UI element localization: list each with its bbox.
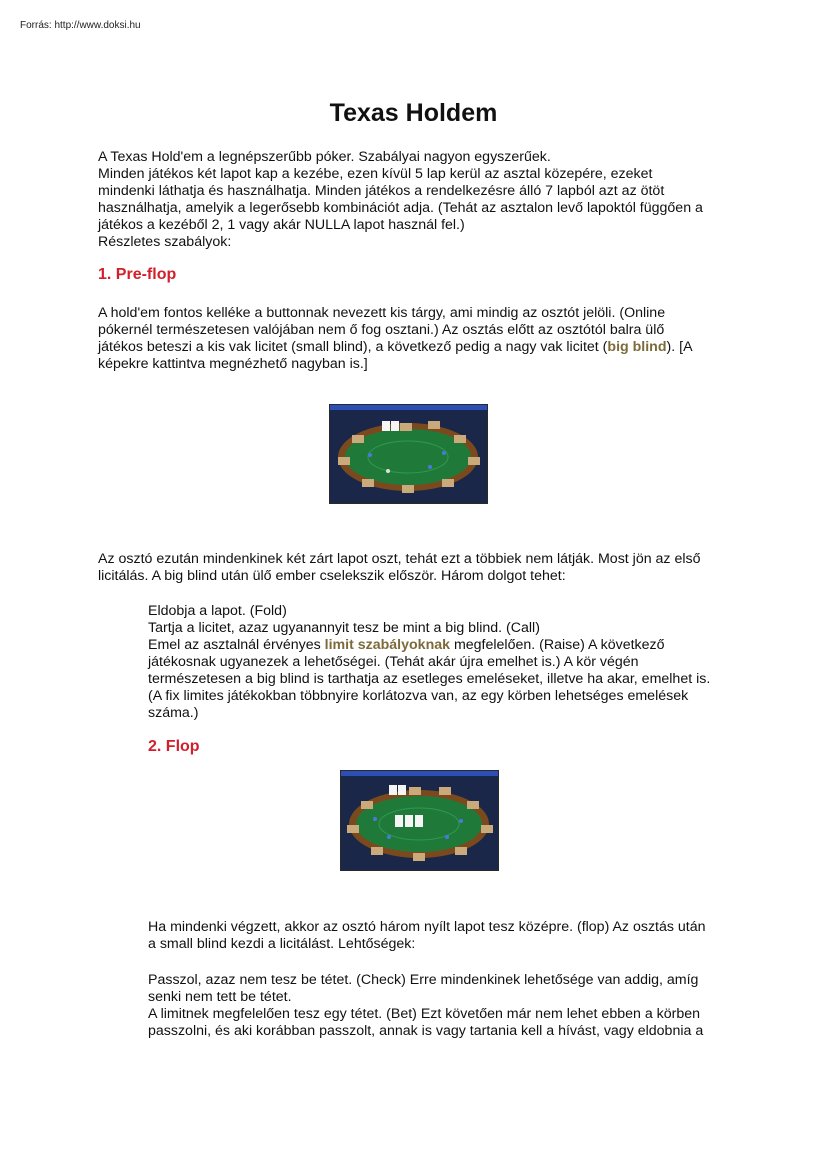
intro-line: Részletes szabályok: [98, 234, 232, 250]
text-line: senki nem tett be tétet. [148, 989, 292, 1005]
page-title: Texas Holdem [329, 99, 498, 127]
poker-table-image [330, 405, 487, 503]
intro-line: Minden játékos két lapot kap a kezébe, ezen kívül 5 lap kerül az asztal közepére, ezeket [98, 166, 653, 182]
text-line [98, 339, 738, 356]
text-line: (A fix limites játékokban többnyire korlátozva van, az egy körben lehetséges emelések [148, 688, 689, 704]
text-line: Passzol, azaz nem tesz be tétet. (Check) Erre mindenkinek lehetősége van addig, amíg [148, 972, 699, 988]
limit-rules-link[interactable]: limit szabályoknak [324, 637, 451, 653]
text-line: játékosnak ugyanezek a lehetőségei. (Tehát akár újra emelhet is.) A kör végén [148, 654, 639, 670]
option-call: Tartja a licitet, azaz ugyanannyit tesz be mint a big blind. (Call) [148, 620, 540, 636]
intro-line: A Texas Hold'em a legnépszerűbb póker. Szabályai nagyon egyszerűek. [98, 149, 551, 165]
preflop-betting-paragraph [98, 551, 738, 585]
flop-table-screenshot[interactable] [340, 770, 499, 871]
option-raise [148, 637, 748, 654]
source-label: Forrás: http://www.doksi.hu [20, 20, 141, 31]
text-line: licitálás. A big blind után ülő ember cselekszik először. Három dolgot tehet: [98, 568, 566, 584]
window-titlebar [341, 771, 498, 776]
flop-paragraph [148, 919, 748, 953]
text-line: képekre kattintva megnézhető nagyban is.] [98, 356, 368, 372]
preflop-table-screenshot[interactable] [329, 404, 488, 504]
text-line: A limitnek megfelelően tesz egy tétet. (Bet) Ezt követően már nem lehet ebben a körben [148, 1006, 701, 1022]
text-line: pókernél természetesen valójában nem ő fog osztani.) Az osztás előtt az osztótól balra ülő [98, 322, 665, 338]
text-line: A hold'em fontos kelléke a buttonnak nevezett kis tárgy, ami mindig az osztót jelöli. (Online [98, 305, 666, 321]
text-line: Ha mindenki végzett, akkor az osztó három nyílt lapot tesz középre. (flop) Az osztás után [148, 919, 706, 935]
text-fragment: ). [A [666, 339, 693, 355]
poker-table-image [341, 771, 498, 870]
intro-line: mindenki láthatja és használhatja. Minden játékos a rendelkezésre álló 7 lapból azt az ötöt [98, 183, 665, 199]
intro-line: játékos a kezéből 2, 1 vagy akár NULLA lapot használ fel.) [98, 217, 465, 233]
text-fragment: Emel az asztalnál érvényes [148, 637, 325, 653]
flop-options-paragraph [148, 972, 748, 1040]
flop-card [415, 815, 423, 827]
intro-line: használhatja, amelyik a legerősebb kombinációt adja. (Tehát az asztalon levő lapoktól függően a [98, 200, 703, 216]
preflop-paragraph [98, 305, 738, 373]
window-titlebar [330, 405, 487, 410]
section-heading-preflop: 1. Pre-flop [98, 266, 177, 283]
flop-card [405, 815, 413, 827]
section-heading-flop: 2. Flop [148, 738, 200, 755]
text-line: passzolni, és aki korábban passzolt, annak is vagy tartania kell a hívást, vagy eldobnia a [148, 1023, 704, 1039]
text-fragment: játékos beteszi a kis vak licitet (small blind), a következő pedig a nagy vak licitet ( [98, 339, 608, 355]
text-line: természetesen a big blind is tarthatja az esetleges emeléseket, illetve ha akar, emelhet is. [148, 671, 711, 687]
text-line: a small blind kezdi a licitálást. Lehtőségek: [148, 936, 416, 952]
option-fold: Eldobja a lapot. (Fold) [148, 603, 287, 619]
big-blind-link[interactable]: big blind [607, 339, 667, 355]
text-line: száma.) [148, 705, 199, 721]
action-options [148, 603, 748, 722]
text-fragment: megfelelően. (Raise) A következő [450, 637, 665, 653]
flop-card [395, 815, 403, 827]
text-line: Az osztó ezután mindenkinek két zárt lapot oszt, tehát ezt a többiek nem látják. Most jön az első [98, 551, 701, 567]
intro-paragraph [98, 149, 738, 251]
